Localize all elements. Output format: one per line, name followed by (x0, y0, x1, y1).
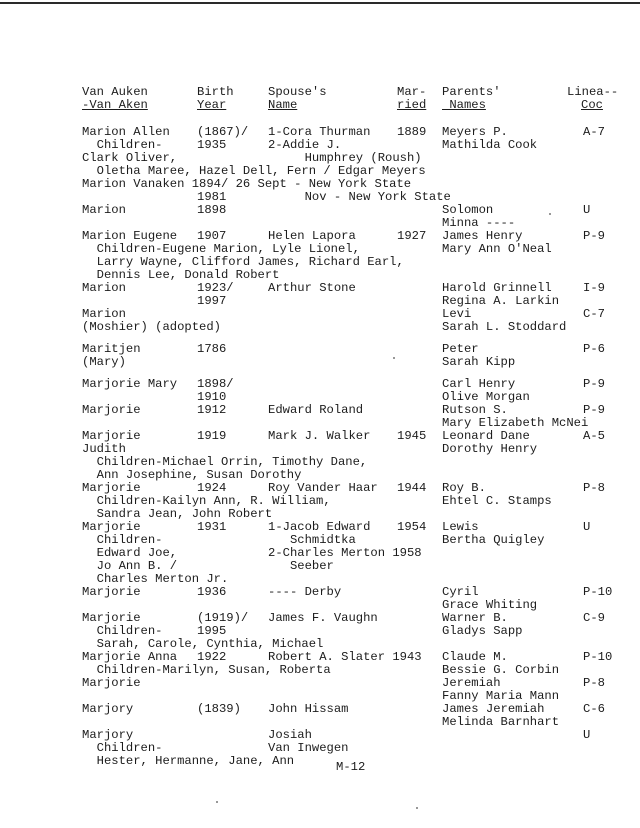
record-name: Marion (82, 307, 126, 321)
record-name: Marion Eugene (82, 229, 178, 243)
record-spouse: Seeber (268, 559, 334, 573)
record-parents: Rutson S. (442, 403, 508, 417)
header-spouse-sub: Name (268, 98, 298, 112)
record-spouse: ---- Derby (268, 585, 342, 599)
record-birth: 1786 (197, 342, 227, 356)
record-lineage: I-9 (583, 281, 605, 295)
record-name: Marjorie (82, 676, 141, 690)
record-name: Children-Michael Orrin, Timothy Dane, (82, 455, 368, 469)
record-name: Marjorie (82, 481, 141, 495)
record-spouse: 1-Jacob Edward (268, 520, 371, 534)
record-spouse: Robert A. Slater 1943 (268, 650, 422, 664)
record-name: (Mary) (82, 355, 126, 369)
record-lineage: U (583, 728, 591, 742)
record-birth: (1839) (197, 702, 241, 716)
record-spouse: Roy Vander Haar (268, 481, 378, 495)
record-parents: Olive Morgan (442, 390, 530, 404)
record-spouse: Edward Roland (268, 403, 364, 417)
record-parents: Roy B. (442, 481, 486, 495)
record-lineage: U (583, 520, 591, 534)
record-name: Children- (82, 624, 163, 638)
record-lineage: P-9 (583, 403, 605, 417)
record-name: Marjorie Mary (82, 377, 178, 391)
record-parents: Minna ---- (442, 216, 516, 230)
page-number: M-12 (336, 760, 366, 774)
record-spouse: Nov - New York State (268, 190, 451, 204)
record-birth: 1981 (197, 190, 227, 204)
record-name: Marion Vanaken 1894/ 26 Sept - New York State (82, 177, 412, 191)
record-birth: 1923/ (197, 281, 234, 295)
speck (216, 801, 218, 803)
header-parents-sub: Names (442, 98, 486, 112)
record-lineage: P-10 (583, 650, 613, 664)
record-parents: Sarah Kipp (442, 355, 516, 369)
record-spouse: Van Inwegen (268, 741, 349, 755)
record-spouse: Mark J. Walker (268, 429, 371, 443)
record-line (0, 356, 640, 369)
record-parents: Fanny Maria Mann (442, 689, 560, 703)
record-name: Clark Oliver, (82, 151, 178, 165)
record-name: Children- (82, 533, 163, 547)
record-spouse: 2-Charles Merton 1958 (268, 546, 422, 560)
record-birth: 1995 (197, 624, 227, 638)
record-lineage: C-9 (583, 611, 605, 625)
record-name: Judith (82, 442, 126, 456)
record-name: Children-Kailyn Ann, R. William, (82, 494, 331, 508)
record-lineage: P-8 (583, 676, 605, 690)
record-name: Marjorie (82, 611, 141, 625)
record-parents: Dorothy Henry (442, 442, 538, 456)
record-birth: 1898/ (197, 377, 234, 391)
record-lineage: P-6 (583, 342, 605, 356)
record-lineage: A-5 (583, 429, 605, 443)
record-parents: Regina A. Larkin (442, 294, 560, 308)
record-spouse: Josiah (268, 728, 312, 742)
record-birth: 1935 (197, 138, 227, 152)
record-name: Charles Merton Jr. (82, 572, 229, 586)
record-birth: 1907 (197, 229, 227, 243)
record-parents: Bertha Quigley (442, 533, 545, 547)
record-birth: 1910 (197, 390, 227, 404)
record-parents: Gladys Sapp (442, 624, 523, 638)
record-spouse: John Hissam (268, 702, 349, 716)
record-parents: Grace Whiting (442, 598, 538, 612)
record-lineage: P-10 (583, 585, 613, 599)
record-parents: Levi (442, 307, 472, 321)
record-parents: Leonard Dane (442, 429, 530, 443)
record-spouse: Schmidtka (268, 533, 356, 547)
record-name: Hester, Hermanne, Jane, Ann (82, 754, 295, 768)
record-name: Marjory (82, 728, 134, 742)
record-parents: Carl Henry (442, 377, 516, 391)
header-spouse-label: Spouse's (268, 85, 327, 99)
record-name: Marjorie (82, 585, 141, 599)
record-name: Children- (82, 741, 163, 755)
record-line (0, 321, 640, 334)
record-birth: (1919)/ (197, 611, 249, 625)
record-name: Marion (82, 281, 126, 295)
record-married: 1889 (397, 125, 427, 139)
record-name: Sandra Jean, John Robert (82, 507, 273, 521)
record-lineage: P-8 (583, 481, 605, 495)
record-birth: 1997 (197, 294, 227, 308)
record-parents: James Jeremiah (442, 702, 545, 716)
record-name: Marjorie (82, 403, 141, 417)
record-birth: 1924 (197, 481, 227, 495)
header-lineage-label: Linea-- (567, 85, 619, 99)
record-parents: Solomon (442, 203, 494, 217)
record-spouse: James F. Vaughn (268, 611, 378, 625)
record-lineage: C-6 (583, 702, 605, 716)
record-parents: Cyril (442, 585, 479, 599)
record-name: Maritjen (82, 342, 141, 356)
record-parents: Jeremiah (442, 676, 501, 690)
record-name: Marion Allen (82, 125, 170, 139)
record-name: Larry Wayne, Clifford James, Richard Earl, (82, 255, 404, 269)
speck (549, 213, 551, 215)
record-married: 1944 (397, 481, 427, 495)
record-lineage: U (583, 203, 591, 217)
record-line (0, 755, 640, 768)
record-line (0, 378, 640, 391)
record-married: 1945 (397, 429, 427, 443)
header-birth-sub: Year (197, 98, 227, 112)
record-lineage: A-7 (583, 125, 605, 139)
record-name: Marion (82, 203, 126, 217)
record-birth: 1936 (197, 585, 227, 599)
record-parents: Mathilda Cook (442, 138, 538, 152)
speck (416, 807, 418, 809)
record-line (0, 586, 640, 599)
record-name: Marjorie (82, 429, 141, 443)
record-name: Jo Ann B. / (82, 559, 178, 573)
record-married: 1954 (397, 520, 427, 534)
header-lineage-sub: Coc (581, 98, 603, 112)
record-birth: (1867)/ (197, 125, 249, 139)
header-parents-label: Parents' (442, 85, 501, 99)
record-spouse: 1-Cora Thurman (268, 125, 371, 139)
header-birth-label: Birth (197, 85, 234, 99)
record-parents: James Henry (442, 229, 523, 243)
record-married: 1927 (397, 229, 427, 243)
record-spouse: Arthur Stone (268, 281, 356, 295)
header-married-label: Mar- (397, 85, 427, 99)
record-parents: Melinda Barnhart (442, 715, 560, 729)
record-name: Sarah, Carole, Cynthia, Michael (82, 637, 324, 651)
record-birth: 1931 (197, 520, 227, 534)
record-parents: Peter (442, 342, 479, 356)
header-name-label: Van Auken (82, 85, 148, 99)
record-parents: Lewis (442, 520, 479, 534)
record-parents: Mary Elizabeth McNei (442, 416, 589, 430)
record-spouse: 2-Addie J. (268, 138, 342, 152)
header-married-sub: ried (397, 98, 427, 112)
record-parents: Warner B. (442, 611, 508, 625)
record-birth: 1922 (197, 650, 227, 664)
record-parents: Ehtel C. Stamps (442, 494, 552, 508)
record-name: Marjorie Anna (82, 650, 178, 664)
record-name: Children-Marilyn, Susan, Roberta (82, 663, 331, 677)
record-name: (Moshier) (adopted) (82, 320, 221, 334)
record-parents: Mary Ann O'Neal (442, 242, 552, 256)
header-row-2 (0, 99, 640, 112)
speck (393, 357, 395, 359)
record-name: Children- (82, 138, 163, 152)
record-line (0, 204, 640, 217)
record-name: Oletha Maree, Hazel Dell, Fern / Edgar Meyers (82, 164, 426, 178)
record-name: Marjorie (82, 520, 141, 534)
record-parents: Meyers P. (442, 125, 508, 139)
record-name: Dennis Lee, Donald Robert (82, 268, 280, 282)
record-parents: Claude M. (442, 650, 508, 664)
header-name-sub: -Van Aken (82, 98, 148, 112)
record-parents: Harold Grinnell (442, 281, 552, 295)
record-lineage: P-9 (583, 229, 605, 243)
record-name: Ann Josephine, Susan Dorothy (82, 468, 302, 482)
record-parents: Bessie G. Corbin (442, 663, 560, 677)
record-birth: 1898 (197, 203, 227, 217)
record-lineage: C-7 (583, 307, 605, 321)
record-parents: Sarah L. Stoddard (442, 320, 567, 334)
record-name: Edward Joe, (82, 546, 178, 560)
record-name: Marjory (82, 702, 134, 716)
record-birth: 1919 (197, 429, 227, 443)
record-name: Children-Eugene Marion, Lyle Lionel, (82, 242, 360, 256)
record-birth: 1912 (197, 403, 227, 417)
record-lineage: P-9 (583, 377, 605, 391)
record-spouse: Helen Lapora (268, 229, 356, 243)
record-spouse: Humphrey (Roush) (268, 151, 422, 165)
